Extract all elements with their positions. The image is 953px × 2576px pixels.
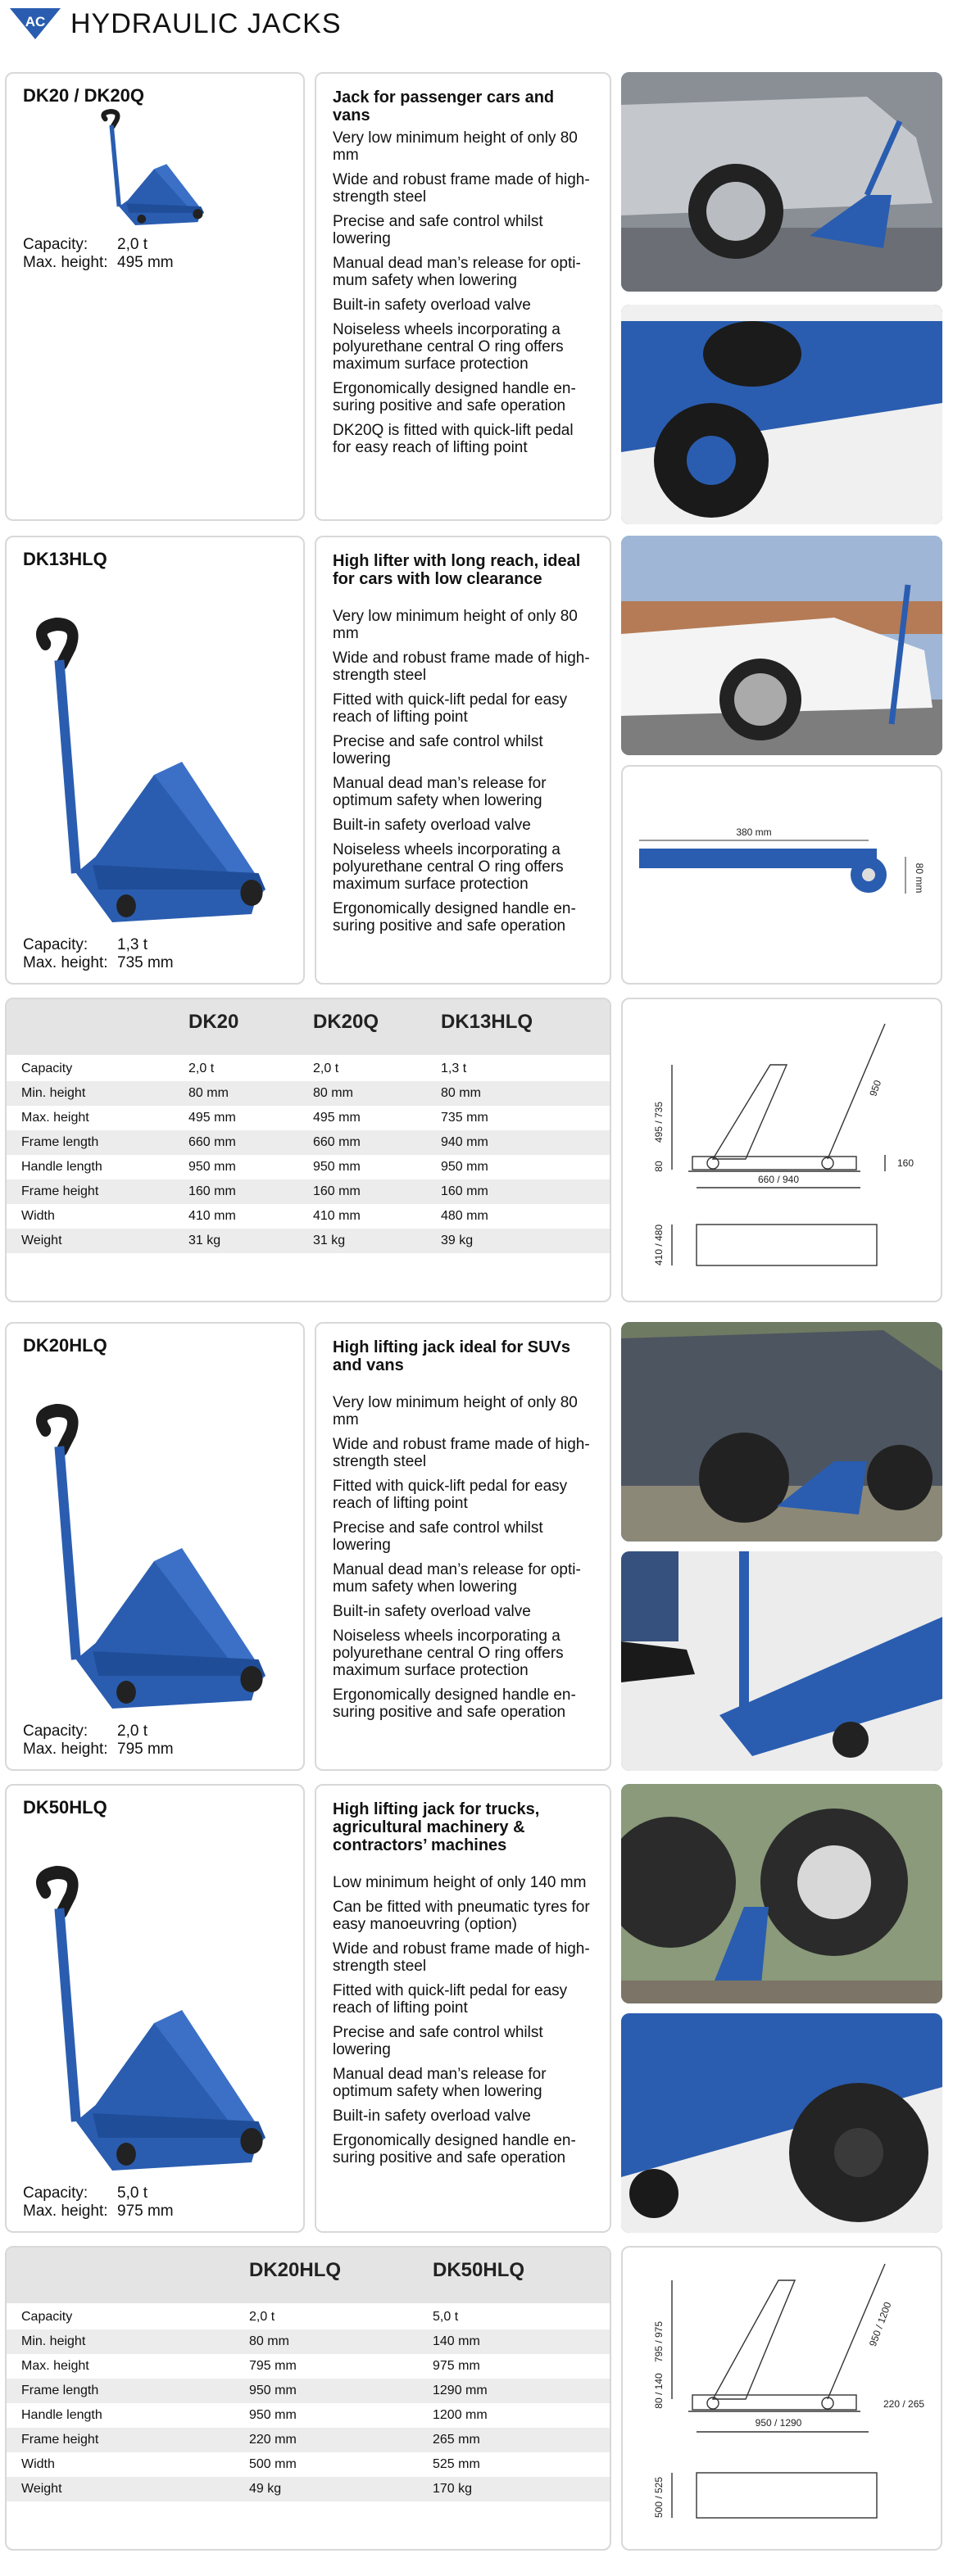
row-label: Width: [21, 1209, 55, 1223]
capacity-label: Capacity:: [23, 1723, 88, 1740]
table-cell: 525 mm: [433, 2457, 480, 2471]
row-label: Weight: [21, 2482, 62, 2496]
svg-text:950: 950: [867, 1078, 884, 1098]
feature-card-dk20: [315, 72, 611, 521]
car-photo: [621, 536, 942, 755]
product-card-dk20: [5, 72, 305, 521]
table-cell: 31 kg: [313, 1234, 346, 1247]
table-cell: 480 mm: [441, 1209, 488, 1223]
feature-list: [333, 1874, 595, 2174]
table-cell: 2,0 t: [249, 2310, 275, 2324]
table-cell: 39 kg: [441, 1234, 474, 1247]
row-label: Width: [21, 2457, 55, 2471]
dimension-drawing-1: [621, 998, 942, 1302]
table-cell: 140 mm: [433, 2334, 480, 2348]
feature-title: Jack for passenger cars and vans: [333, 88, 555, 124]
svg-text:950 / 1290: 950 / 1290: [755, 2417, 802, 2429]
table-cell: 1290 mm: [433, 2384, 488, 2397]
max-height-label: Max. height:: [23, 954, 108, 971]
column-header: DK13HLQ: [441, 1011, 533, 1033]
table-cell: 31 kg: [188, 1234, 221, 1247]
jack-image: [15, 1397, 293, 1709]
table-cell: 160 mm: [313, 1184, 361, 1198]
spec-table-1: [5, 998, 611, 1302]
product-name: DK50HLQ: [23, 1797, 107, 1818]
dimension-drawing-2: [621, 2246, 942, 2551]
capacity-label: Capacity:: [23, 2184, 88, 2202]
row-label: Frame height: [21, 2433, 99, 2447]
feature-item: Ergonomically designed handle en-suring positive and safe operation: [333, 1686, 576, 1721]
column-header: DK50HLQ: [433, 2259, 525, 2281]
table-cell: 80 mm: [249, 2334, 289, 2348]
feature-card-dk13hlq: [315, 536, 611, 985]
table-cell: 795 mm: [249, 2359, 297, 2373]
capacity-label: Capacity:: [23, 236, 88, 253]
feature-item: Precise and safe control whilst lowering: [333, 2024, 543, 2058]
table-cell: 80 mm: [441, 1086, 481, 1100]
row-label: Weight: [21, 1234, 62, 1247]
table-row: [7, 1229, 610, 1253]
table-cell: 170 kg: [433, 2482, 473, 2496]
page-title: HYDRAULIC JACKS: [70, 8, 342, 39]
svg-text:160: 160: [897, 1157, 914, 1169]
svg-text:80: 80: [653, 1161, 665, 1172]
table-row: [7, 2379, 610, 2403]
tractor-photo: [621, 1784, 942, 2003]
product-name: DK13HLQ: [23, 549, 107, 569]
table-row: [7, 1204, 610, 1229]
max-height-value: 735 mm: [117, 954, 174, 971]
table-row: [7, 1179, 610, 1204]
feature-item: Wide and robust frame made of high-strength steel: [333, 1940, 590, 1975]
table-cell: 160 mm: [441, 1184, 488, 1198]
row-label: Max. height: [21, 1111, 89, 1125]
table-row: [7, 1155, 610, 1179]
feature-title: High lifting jack for trucks, agricultural machinery & contractors’ machines: [333, 1800, 540, 1854]
feature-item: Wide and robust frame made of high-strength steel: [333, 650, 590, 684]
capacity-value: 2,0 t: [117, 236, 147, 253]
table-row: [7, 1130, 610, 1155]
suv-photo: [621, 1322, 942, 1542]
table-cell: 2,0 t: [188, 1062, 215, 1075]
feature-item: Very low minimum height of only 80 mm: [333, 1394, 578, 1428]
table-cell: 950 mm: [313, 1160, 361, 1174]
row-label: Capacity: [21, 2310, 73, 2324]
row-label: Handle length: [21, 1160, 102, 1174]
feature-item: Can be fitted with pneumatic tyres for easy manoeuvring (option): [333, 1899, 590, 1933]
product-card-dk50hlq: [5, 1784, 305, 2233]
feature-title: High lifting jack ideal for SUVs and vans: [333, 1338, 571, 1374]
svg-text:795 / 975: 795 / 975: [653, 2320, 665, 2363]
feature-item: Noiseless wheels incorporating a polyurethane central O ring offers maximum surface protection: [333, 321, 564, 373]
row-label: Frame height: [21, 1184, 99, 1198]
jack-image: [15, 611, 293, 922]
table-cell: 5,0 t: [433, 2310, 459, 2324]
feature-item: Fitted with quick-lift pedal for easy reach of lifting point: [333, 1478, 568, 1512]
capacity-value: 2,0 t: [117, 1723, 147, 1740]
table-cell: 2,0 t: [313, 1062, 339, 1075]
row-label: Max. height: [21, 2359, 89, 2373]
feature-item: Noiseless wheels incorporating a polyurethane central O ring offers maximum surface protection: [333, 841, 564, 893]
feature-item: Wide and robust frame made of high-strength steel: [333, 1436, 590, 1470]
feature-card-dk20hlq: [315, 1322, 611, 1771]
feature-item: Low minimum height of only 140 mm: [333, 1874, 587, 1891]
wheel-closeup-photo: [621, 305, 942, 524]
feature-item: Manual dead man’s release for opti-mum safety when lowering: [333, 1561, 581, 1596]
feature-item: Wide and robust frame made of high-strength steel: [333, 171, 590, 206]
table-row: [7, 2354, 610, 2379]
svg-text:80 mm: 80 mm: [914, 862, 925, 894]
row-label: Min. height: [21, 2334, 86, 2348]
table-cell: 660 mm: [313, 1135, 361, 1149]
feature-list: [333, 1394, 595, 1728]
column-header: DK20Q: [313, 1011, 379, 1033]
table-cell: 410 mm: [188, 1209, 236, 1223]
table-row: [7, 2428, 610, 2452]
table-cell: 975 mm: [433, 2359, 480, 2373]
product-specs: [23, 936, 174, 972]
svg-text:AC: AC: [25, 14, 46, 29]
svg-text:495 / 735: 495 / 735: [653, 1101, 665, 1143]
feature-item: Fitted with quick-lift pedal for easy reach of lifting point: [333, 691, 568, 726]
table-cell: 410 mm: [313, 1209, 361, 1223]
feature-title: High lifter with long reach, ideal for cars with low clearance: [333, 552, 581, 588]
table-row: [7, 1081, 610, 1106]
feature-item: Built-in safety overload valve: [333, 1603, 531, 1620]
row-label: Frame length: [21, 2384, 99, 2397]
table-cell: 500 mm: [249, 2457, 297, 2471]
feature-item: Built-in safety overload valve: [333, 297, 531, 314]
product-card-dk13hlq: [5, 536, 305, 985]
feature-item: DK20Q is fitted with quick-lift pedal for easy reach of lifting point: [333, 422, 574, 456]
capacity-value: 5,0 t: [117, 2184, 147, 2202]
max-height-label: Max. height:: [23, 254, 108, 271]
table-cell: 49 kg: [249, 2482, 282, 2496]
table-cell: 950 mm: [188, 1160, 236, 1174]
svg-text:380 mm: 380 mm: [736, 826, 772, 838]
table-row: [7, 2477, 610, 2501]
table-row: [7, 2305, 610, 2329]
pneumatic-tyre-photo: [621, 2013, 942, 2233]
table-cell: 1200 mm: [433, 2408, 488, 2422]
table-cell: 220 mm: [249, 2433, 297, 2447]
feature-card-dk50hlq: [315, 1784, 611, 2233]
table-row: [7, 2329, 610, 2354]
table-cell: 940 mm: [441, 1135, 488, 1149]
feature-item: Ergonomically designed handle en-suring positive and safe operation: [333, 380, 576, 414]
max-height-value: 975 mm: [117, 2203, 174, 2220]
table-cell: 660 mm: [188, 1135, 236, 1149]
feature-item: Fitted with quick-lift pedal for easy reach of lifting point: [333, 1982, 568, 2017]
table-cell: 80 mm: [313, 1086, 353, 1100]
svg-text:500 / 525: 500 / 525: [653, 2476, 665, 2519]
pedal-photo: [621, 1551, 942, 1771]
table-cell: 495 mm: [313, 1111, 361, 1125]
feature-item: Precise and safe control whilst lowering: [333, 213, 543, 247]
product-name: DK20HLQ: [23, 1335, 107, 1356]
table-cell: 950 mm: [249, 2384, 297, 2397]
table-cell: 80 mm: [188, 1086, 229, 1100]
table-row: [7, 2403, 610, 2428]
product-name: DK20 / DK20Q: [23, 85, 144, 106]
jack-image: [15, 106, 293, 225]
row-label: Min. height: [21, 1086, 86, 1100]
product-specs: [23, 236, 174, 272]
feature-item: Manual dead man’s release for opti-mum safety when lowering: [333, 255, 581, 289]
feature-item: Precise and safe control whilst lowering: [333, 1519, 543, 1554]
svg-text:410 / 480: 410 / 480: [653, 1224, 665, 1266]
feature-item: Precise and safe control whilst lowering: [333, 733, 543, 767]
svg-text:220 / 265: 220 / 265: [883, 2398, 925, 2410]
svg-text:80 / 140: 80 / 140: [653, 2373, 665, 2409]
feature-item: Very low minimum height of only 80 mm: [333, 129, 578, 164]
company-logo: [8, 7, 62, 41]
max-height-label: Max. height:: [23, 2203, 108, 2220]
svg-text:950 / 1200: 950 / 1200: [866, 2300, 894, 2348]
table-cell: 1,3 t: [441, 1062, 467, 1075]
table-cell: 265 mm: [433, 2433, 480, 2447]
feature-item: Ergonomically designed handle en-suring positive and safe operation: [333, 900, 576, 935]
feature-item: Built-in safety overload valve: [333, 2107, 531, 2125]
table-cell: 950 mm: [249, 2408, 297, 2422]
svg-text:660 / 940: 660 / 940: [757, 1174, 800, 1185]
table-row: [7, 2452, 610, 2477]
table-row: [7, 1106, 610, 1130]
capacity-label: Capacity:: [23, 936, 88, 953]
feature-list: [333, 608, 595, 942]
row-label: Handle length: [21, 2408, 102, 2422]
column-header: DK20: [188, 1011, 239, 1033]
row-label: Frame length: [21, 1135, 99, 1149]
product-specs: [23, 1723, 174, 1759]
table-cell: 495 mm: [188, 1111, 236, 1125]
row-label: Capacity: [21, 1062, 73, 1075]
max-height-value: 795 mm: [117, 1741, 174, 1758]
feature-item: Noiseless wheels incorporating a polyurethane central O ring offers maximum surface protection: [333, 1628, 564, 1679]
product-specs: [23, 2184, 174, 2221]
feature-item: Ergonomically designed handle en-suring positive and safe operation: [333, 2132, 576, 2166]
max-height-label: Max. height:: [23, 1741, 108, 1758]
product-card-dk20hlq: [5, 1322, 305, 1771]
table-cell: 735 mm: [441, 1111, 488, 1125]
feature-item: Manual dead man’s release for optimum safety when lowering: [333, 775, 547, 809]
spec-table-2: [5, 2246, 611, 2551]
feature-item: Built-in safety overload valve: [333, 817, 531, 834]
feature-item: Very low minimum height of only 80 mm: [333, 608, 578, 642]
jack-image: [15, 1859, 293, 2171]
feature-list: [333, 129, 595, 464]
table-cell: 160 mm: [188, 1184, 236, 1198]
column-header: DK20HLQ: [249, 2259, 342, 2281]
capacity-value: 1,3 t: [117, 936, 147, 953]
table-cell: 950 mm: [441, 1160, 488, 1174]
frame-detail-drawing: [621, 765, 942, 985]
car-photo: [621, 72, 942, 292]
max-height-value: 495 mm: [117, 254, 174, 271]
table-row: [7, 1057, 610, 1081]
feature-item: Manual dead man’s release for optimum safety when lowering: [333, 2066, 547, 2100]
